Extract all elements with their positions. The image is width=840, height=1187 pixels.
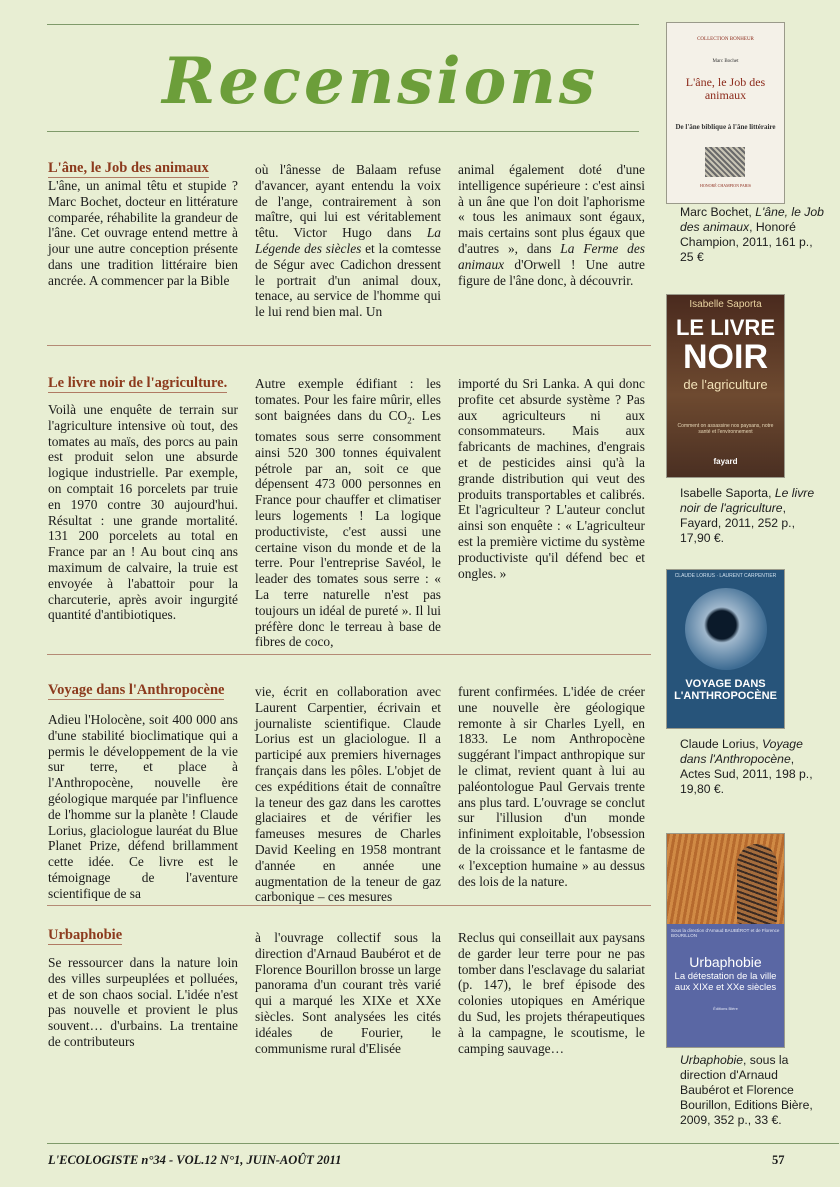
cover-title: VOYAGE DANS L'ANTHROPOCÈNE — [674, 678, 777, 702]
cover-subtitle: La détestation de la ville aux XIXe et XXe siècles — [674, 971, 777, 993]
review-column: animal également doté d'une intelligence supérieure : c'est ainsi à un âne que l'on doit l'aphorisme « tous les animaux sont égaux, mais certains sont plus égaux que d'autres », dans La Ferme des animaux d'Orwell ! Une autre figure de l'âne donc, à découvrir. — [458, 162, 645, 288]
cover-title: Urbaphobie — [689, 954, 762, 970]
review-column: vie, écrit en collaboration avec Laurent Carpentier, écrivain et journaliste scientifique. Claude Lorius est un glaciologue. Il a participé aux premiers hivernages français dans les pôles. L'objet de ces expéditions était de connaître la teneur des gaz dans les carottes glaciaires et de vérifier les fameuses mesures de Charles David Keeling en 1958 montrant d'année en année une augmentation de la teneur de gaz carbonique – ces mesures — [255, 684, 441, 905]
cover-publisher: HONORÉ CHAMPION PARIS — [700, 183, 751, 188]
cover-title-line: de l'agriculture — [683, 377, 768, 392]
cover-subtitle: De l'âne biblique à l'âne littéraire — [675, 123, 776, 131]
review-column: importé du Sri Lanka. A qui donc profite cet absurde système ? Pas aux agriculteurs ni aux consommateurs. Mais aux fabricants de machines, d'engrais et de pesticides ainsi qu'à la grande distribution qui veut des produits transportables et calibrés. Et l'agriculteur ? L'auteur conclut ainsi son enquête : « L'agriculteur est la première victime du système productiviste qu'il défend bec et ongles. » — [458, 376, 645, 581]
cover-publisher: fayard — [713, 457, 738, 466]
footer-issue: L'ECOLOGISTE n°34 - VOL.12 N°1, JUIN-AOÛT 2011 — [48, 1153, 342, 1167]
cover-author: CLAUDE LORIUS · LAURENT CARPENTIER — [674, 573, 777, 579]
book-cover-livre-noir — [666, 294, 785, 478]
review-column: Adieu l'Holocène, soit 400 000 ans d'une stabilité bioclimatique qui a permis le développement de la vie sur terre, et place à l'Anthropocène, nouvelle ère géologique marquée par l'influence de l'homme sur la planète ! Claude Lorius, glaciologue lauréat du Blue Planet Prize, défend brillamment cette idée. Ce livre est le témoignage de l'aventure scientifique de sa — [48, 712, 238, 901]
cover-series: COLLECTION BONHEUR — [697, 37, 754, 42]
review-column: Se ressourcer dans la nature loin des villes surpeuplées et polluées, et de son chaos social. L'idée n'est pas nouvelle et provient le plus souvent… d'urbains. La trentaine de contributeurs — [48, 955, 238, 1049]
cover-title-line: LE LIVRE — [675, 315, 775, 340]
page-number: 57 — [772, 1153, 785, 1167]
review-heading: Le livre noir de l'agriculture. — [48, 375, 228, 391]
review-column: L'âne, un animal têtu et stupide ? Marc Bochet, docteur en littérature comparée, réhabilite la grandeur de l'âne. Cet ouvrage entend mettre à jour une autre conception présente dans une tradition littéraire bien ancrée. A commencer par la Bible — [48, 178, 238, 288]
review-column: Voilà une enquête de terrain sur l'agriculture intensive où tout, des tomates au maïs, des porcs au pain est produit selon une absurde logique industrielle. Par exemple, on comptait 16 porcelets par truie en 1970 contre 30 aujourd'hui. Résultat : une grande mortalité. 131 200 porcelets au total en France par an ! Au bout cinq ans maximum de calvaire, la truie est envoyée à l'abattoir pour la charcuterie, après avoir ingurgité quantité d'antibiotiques. — [48, 402, 238, 623]
review-column: où l'ânesse de Balaam refuse d'avancer, ayant entendu la voix de l'ange, contrairement à son maître, qui lui est véritablement têtu. Victor Hugo dans La Légende des siècles et la comtesse de Ségur avec Cadichon dressent le portrait d'un animal doux, tenace, au service de l'homme qui le lui rend bien mal. Un — [255, 162, 441, 320]
review-heading: Voyage dans l'Anthropocène — [48, 682, 225, 698]
book-caption: Marc Bochet, L'âne, le Job des animaux, Honoré Champion, 2011, 161 p., 25 € — [680, 205, 824, 264]
section-rule — [47, 905, 651, 906]
cover-editors: Sous la direction d'Arnaud BAUBÉROT et de Florence BOURILLON — [671, 928, 780, 938]
book-caption: Claude Lorius, Voyage dans l'Anthropocène, Actes Sud, 2011, 198 p., 19,80 €. — [680, 737, 813, 796]
book-caption: Isabelle Saporta, Le livre noir de l'agriculture, Fayard, 2011, 252 p., 17,90 €. — [680, 486, 815, 545]
review-column: Autre exemple édifiant : les tomates. Pour les faire mûrir, elles sont baignées dans du $CO_2$. Les tomates sous serre consomment ainsi 520 300 tonnes équivalent pétrole par an, soit ce que dépensent 473 000 personnes en France pour chauffer et climatiser leurs logements ! La logique productiviste, c'est aussi une certaine vison du monde et de la terre. Pour l'entreprise Savéol, le leader des tomates sous serre : « La terre naturelle n'est pas toujours un idéal de pureté ». Il lui préfère donc le terreau à base de fibres de coco, — [255, 376, 441, 650]
title-rule — [47, 131, 639, 132]
review-heading: L'âne, le Job des animaux — [48, 160, 209, 176]
cover-title-line: NOIR — [683, 338, 768, 376]
cover-publisher: Éditions Bière — [713, 1006, 738, 1011]
footer-rule — [47, 1143, 839, 1144]
review-column: Reclus qui conseillait aux paysans de garder leur terre pour ne pas tomber dans l'esclavage du salariat (p. 147), le bref épisode des colonies utopiques en Amérique du Sud, les projets thérapeutiques à la campagne, le scoutisme, le camping sauvage… — [458, 930, 645, 1056]
book-cover-urbaphobie — [666, 833, 785, 1048]
page-title: Recensions — [162, 44, 598, 119]
top-rule — [47, 24, 639, 25]
section-rule — [47, 654, 651, 655]
cover-engraving — [705, 147, 745, 177]
globe-image — [685, 588, 767, 670]
cover-author: Marc Bochet — [712, 59, 739, 64]
book-caption: Urbaphobie, sous la direction d'Arnaud Baubérot et Florence Bourillon, Editions Bière, 2009, 352 p., 33 €. — [680, 1053, 813, 1127]
review-heading: Urbaphobie — [48, 927, 123, 943]
section-rule — [47, 345, 651, 346]
cover-tagline: Comment on assassine nos paysans, notre santé et l'environnement — [677, 423, 774, 435]
review-column: furent confirmées. L'idée de créer une nouvelle ère géologique remonte à sir Charles Lyell, en 1833. Le nom Anthropocène suggérant l'impact anthropique sur le climat, revient quant à lui au paléontologue Paul Gervais trente ans plus tard. L'ouvrage se conclut sur l'illusion d'un monde infiniment exploitable, l'obsession de la croissance et le fantasme de « l'exception humaine » au dessus des lois de la nature. — [458, 684, 645, 889]
book-cover-ane — [666, 22, 785, 204]
review-column: à l'ouvrage collectif sous la direction d'Arnaud Baubérot et de Florence Bourillon brosse un large panorama d'un courant très varié qui a marqué les XIXe et XXe siècles. Sont analysées les cités idéales de Fourier, le communisme rural d'Elisée — [255, 930, 441, 1056]
book-cover-anthropocene — [666, 569, 785, 729]
cover-author: Isabelle Saporta — [689, 299, 762, 310]
cover-figure — [737, 844, 777, 924]
cover-title: L'âne, le Job des animaux — [685, 75, 766, 102]
